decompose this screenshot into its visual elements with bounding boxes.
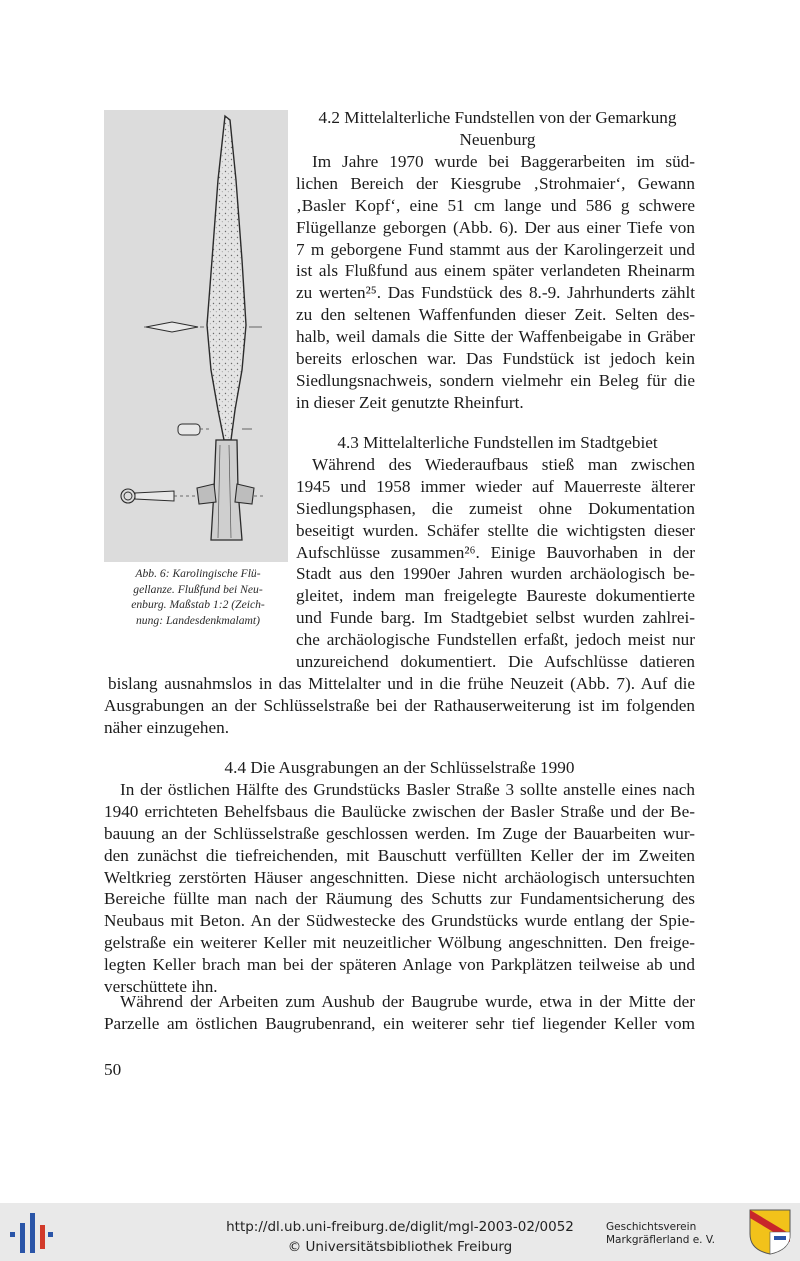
text-line: beseitigt wurden. Schäfer stellte die wichtigsten dieser [296, 520, 695, 540]
caption-line: nung: Landesdenkmalamt) [136, 613, 260, 627]
text-line: Siedlungsnachweis, sondern vielmehr ein Beleg für die [296, 370, 695, 390]
caption-line: enburg. Maßstab 1:2 (Zeich- [131, 598, 265, 612]
text-line: 7 m geborgene Fund stammt aus der Karolingerzeit und [296, 239, 695, 259]
caption-line: gellanze. Flußfund bei Neu- [133, 582, 263, 596]
text-line: Weltkrieg zerstörten Häuser angeschnitten. Diese nicht archäologisch untersuchten [104, 867, 695, 887]
text-line: 1945 und 1958 immer wieder auf Mauerreste älterer [296, 476, 695, 496]
text-line: Neubaus mit Beton. An der Südwestecke des Grundstücks wurde entlang der Spie- [104, 911, 695, 931]
heading-line: 4.4 Die Ausgrabungen an der Schlüsselstraße 1990 [224, 758, 575, 777]
text-line: in dieser Zeit genutzte Rheinfurt. [296, 392, 524, 412]
text-line: zu werten²⁵. Das Fundstück des 8.-9. Jahrhunderts zählt [296, 283, 695, 303]
section-4-3-paragraph-wide [104, 673, 695, 739]
heading-line: 4.3 Mittelalterliche Fundstellen im Stadtgebiet [337, 433, 658, 452]
section-4-3-paragraph-narrow [296, 454, 695, 673]
text-line: und Funde barg. Im Stadtgebiet selbst wurden zahlrei- [296, 608, 695, 628]
text-line: gelstraße ein weiterer Keller mit neuzeitlicher Wölbung angeschnitten. Den freige- [104, 933, 695, 953]
lance-drawing [104, 110, 288, 562]
text-line: ‚Basler Kopf‘, eine 51 cm lange und 586 g schwere [296, 195, 695, 215]
text-line: legten Keller brach man bei der späteren Anlage von Parkplätzen teilweise ab und [104, 955, 695, 975]
text-line: unzureichend dokumentiert. Die Aufschlüsse datieren [296, 652, 695, 672]
text-line: Aufschlüsse zusammen²⁶. Einige Bauvorhaben in der [296, 542, 695, 562]
section-4-4-heading [104, 757, 695, 779]
text-line: halb, weil damals die Sitte der Waffenbeigabe in Gräber [296, 327, 695, 347]
text-line: verschüttete ihn. [104, 977, 218, 997]
figure-caption [104, 566, 292, 628]
text-line: Flügellanze geborgen (Abb. 6). Der aus einer Tiefe von [296, 217, 695, 237]
footer-bar [0, 1203, 800, 1261]
society-name-line1: Geschichtsverein [606, 1221, 697, 1233]
text-line: lichen Bereich der Kiesgrube ‚Strohmaier‘, Gewann [296, 173, 695, 193]
footer-copyright: © Universitätsbibliothek Freiburg [287, 1239, 513, 1255]
text-line: Siedlungsphasen, die zumeist ohne Dokumentation [296, 498, 695, 518]
text-line: bereits erloschen war. Das Fundstück ist jedoch kein [296, 349, 695, 369]
ub-freiburg-logo-icon [8, 1211, 54, 1255]
text-line: Im Jahre 1970 wurde bei Baggerarbeiten im süd- [312, 152, 695, 171]
text-line: Parzelle am östlichen Baugrubenrand, ein weiterer sehr tief liegender Keller vom [104, 1013, 695, 1033]
section-4-2-paragraph [296, 151, 695, 414]
text-line: Bereiche füllte man nach der Räumung des Schutts zur Fundamentsicherung des [104, 889, 695, 909]
heading-line: 4.2 Mittelalterliche Fundstellen von der Gemarkung [318, 108, 677, 127]
section-4-2-heading [300, 107, 695, 151]
text-line: bislang ausnahmslos in das Mittelalter und in die frühe Neuzeit (Abb. 7). Auf die [108, 674, 695, 693]
heading-line: Neuenburg [459, 129, 536, 149]
text-line: den zunächst die tiefreichenden, mit Bauschutt verfüllten Keller der im Zweiten [104, 845, 695, 865]
text-line: In der östlichen Hälfte des Grundstücks Basler Straße 3 sollte anstelle eines nach [120, 780, 695, 799]
text-line: Während des Wiederaufbaus stieß man zwischen [312, 455, 695, 474]
section-4-4-paragraph-1 [104, 779, 695, 998]
page-number: 50 [104, 1060, 122, 1079]
figure-lance-illustration [104, 110, 288, 562]
section-4-4-paragraph-2 [104, 991, 695, 1035]
society-name [606, 1221, 715, 1247]
text-line: gleitet, indem man freigelegte Baureste dokumentierte [296, 586, 695, 606]
text-line: 1940 errichteten Behelfsbaus die Baulücke zwischen der Basler Straße und der Be- [104, 801, 695, 821]
text-line: ist als Flußfund aus einem später verlandeten Rheinarm [296, 261, 695, 281]
text-line: näher einzugehen. [104, 717, 230, 737]
text-line: Ausgrabungen an der Schlüsselstraße bei der Rathauserweiterung ist im folgenden [104, 695, 695, 715]
text-line: Stadt aus den 1990er Jahren wurden archäologisch be- [296, 564, 695, 584]
section-4-3-heading [300, 432, 695, 454]
text-line: che archäologische Fundstellen erfaßt, jedoch meist nur [296, 630, 695, 650]
caption-line: Abb. 6: Karolingische Flü- [135, 567, 261, 580]
footer-url-link[interactable]: http://dl.ub.uni-freiburg.de/diglit/mgl-2003-02/0052 [226, 1219, 574, 1235]
text-line: Während der Arbeiten zum Aushub der Baugrube wurde, etwa in der Mitte der [120, 992, 695, 1011]
text-line: bauung an der Schlüsselstraße geschlossen werden. Im Zuge der Bauarbeiten wur- [104, 823, 695, 843]
society-crest-icon [748, 1208, 792, 1256]
text-line: zu den seltenen Waffenfunden dieser Zeit. Selten des- [296, 305, 695, 325]
society-name-line2: Markgräflerland e. V. [606, 1234, 716, 1246]
